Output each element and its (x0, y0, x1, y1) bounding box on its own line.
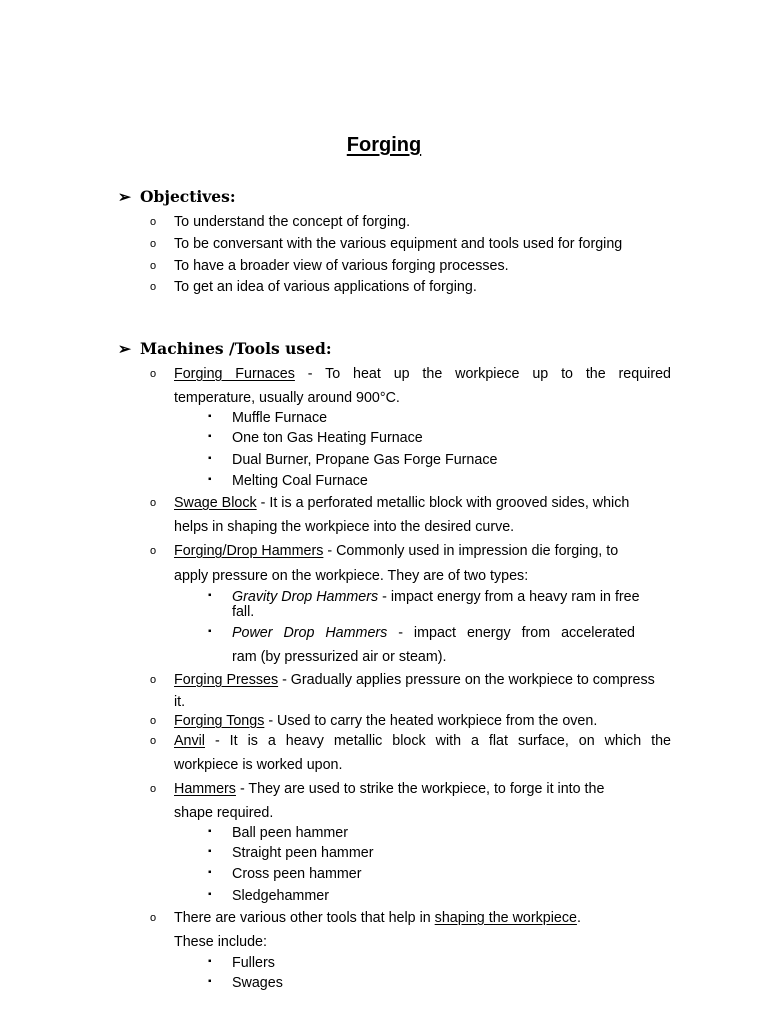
circle-bullet-icon: o (150, 260, 157, 272)
objectives-heading: ➢ Objectives: (118, 187, 236, 206)
term-swage-block: Swage Block (174, 495, 257, 511)
circle-bullet-icon: o (150, 281, 157, 293)
term-forging-tongs: Forging Tongs (174, 713, 265, 729)
square-bullet-icon: ▪ (208, 846, 212, 857)
term-forging-presses: Forging Presses (174, 672, 279, 688)
circle-bullet-icon: o (150, 545, 157, 557)
circle-bullet-icon: o (150, 783, 157, 795)
circle-bullet-icon: o (150, 912, 157, 924)
square-bullet-icon: ▪ (208, 826, 212, 837)
term-drop-hammers: Forging/Drop Hammers (174, 543, 324, 559)
square-bullet-icon: ▪ (208, 453, 212, 464)
term-forging-furnaces: Forging Furnaces (174, 366, 295, 382)
circle-bullet-icon: o (150, 735, 157, 747)
arrow-bullet-icon: ➢ (118, 339, 131, 358)
square-bullet-icon: ▪ (208, 590, 212, 601)
circle-bullet-icon: o (150, 368, 157, 380)
continuation-text: it. (174, 694, 186, 710)
continuation-text: apply pressure on the workpiece. They are of two types: (174, 568, 529, 584)
square-bullet-icon: ▪ (208, 431, 212, 442)
square-bullet-icon: ▪ (208, 889, 212, 900)
term-anvil: Anvil (174, 733, 205, 749)
circle-bullet-icon: o (150, 216, 157, 228)
circle-bullet-icon: o (150, 497, 157, 509)
term-hammers: Hammers (174, 781, 236, 797)
circle-bullet-icon: o (150, 715, 157, 727)
square-bullet-icon: ▪ (208, 474, 212, 485)
continuation-text: shape required. (174, 805, 274, 821)
square-bullet-icon: ▪ (208, 976, 212, 987)
document-page: Forging ➢ Objectives: o To understand the concept of forging. o To be conversant with the various equipment and tools used for forging o To have a broader view of various forging processes. o To get an idea of various applications of forging. ➢ Machines /Tools used: o Forging Furnaces - To heat up the workpiece up to the required temperature, usually around 900°C. ▪ Muffle Furnace ▪ One ton Gas Heating Furnace ▪ Dual Burner, Propane Gas Forge Furnace ▪ Melting Coal Furnace o Swage Block - It is a perforated metallic block with grooved sides, which helps in shaping the workpiece into the desired curve. o Forging/Drop Hammers - Commonly used in impression die forging, to apply pressure on the workpiece. They are of two types: ▪ Gravity Drop Hammers - impact energy from a heavy ram in free fall. ▪ Power Drop Hammers - impact energy from accelerated ram (by pressurized air or steam). o Forging Presses - Gradually applies pressure on the workpiece to compress it. o Forging Tongs - Used to carry the heated workpiece from the oven. o Anvil - It is a heavy metallic block with a flat surface, on which the workpiece is worked upon. o Hammers - They are used to strike the workpiece, to forge it into the shape required. ▪ Ball peen hammer ▪ Straight peen hammer ▪ Cross peen hammer ▪ Sledgehammer o There are various other tools that help in shaping the workpiece. These include: ▪ Fullers ▪ Swages (0, 0, 768, 1024)
circle-bullet-icon: o (150, 238, 157, 250)
square-bullet-icon: ▪ (208, 411, 212, 422)
continuation-text: fall. (232, 604, 255, 620)
square-bullet-icon: ▪ (208, 956, 212, 967)
square-bullet-icon: ▪ (208, 626, 212, 637)
continuation-text: These include: (174, 934, 267, 950)
arrow-bullet-icon: ➢ (118, 187, 131, 206)
page-title: Forging (346, 134, 422, 156)
continuation-text: helps in shaping the workpiece into the desired curve. (174, 519, 515, 535)
circle-bullet-icon: o (150, 674, 157, 686)
machines-heading: ➢ Machines /Tools used: (118, 339, 332, 358)
continuation-text: temperature, usually around 900°C. (174, 390, 400, 406)
continuation-text: workpiece is worked upon. (174, 757, 343, 773)
square-bullet-icon: ▪ (208, 867, 212, 878)
continuation-text: ram (by pressurized air or steam). (232, 649, 447, 665)
term-shaping-workpiece: shaping the workpiece (434, 910, 577, 926)
